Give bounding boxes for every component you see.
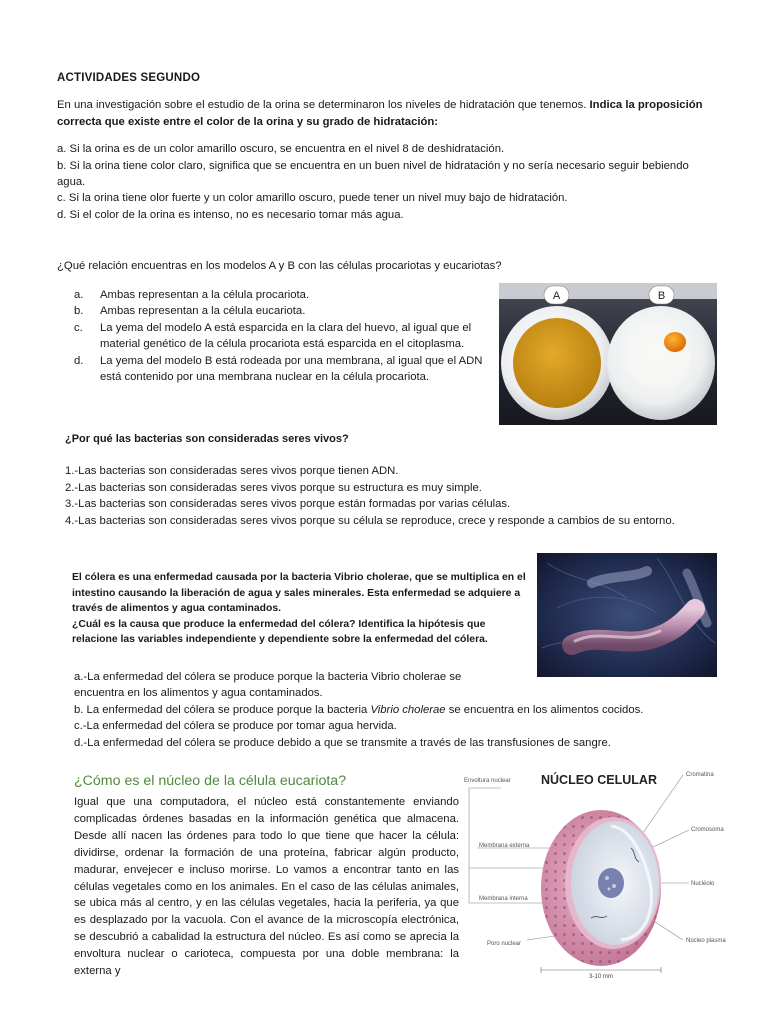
question-1-option-a: a. Si la orina es de un color amarillo oscuro, se encuentra en el nivel 8 de deshidratación. (57, 143, 505, 156)
bacteria-image (537, 553, 717, 677)
question-1-option-d: d. Si el color de la orina es intenso, no es necesario tomar más agua. (57, 208, 404, 221)
question-1-instruction: Indica la proposición correcta que existe entre el color de la orina y su grado de hidratación: (57, 99, 703, 128)
question-4-option-c: c.-La enfermedad del cólera se produce por tomar agua hervida. (74, 720, 397, 733)
label-a: A (552, 290, 561, 302)
question-4-option-d: d.-La enfermedad del cólera se produce debido a que se transmite a través de las transfusiones de sangre. (74, 736, 611, 749)
question-4-option-a: a.-La enfermedad del cólera se produce porque la bacteria Vibrio cholerae se encuentra en los alimentos y agua contaminados. (74, 671, 462, 700)
scale-label: 3-10 mm (589, 974, 613, 978)
question-2-options (74, 287, 489, 385)
label-cromosoma: Cromosoma (691, 827, 724, 833)
question-3-option-3: 3.-Las bacterias son consideradas seres vivos porque están formadas por varias células. (65, 498, 511, 511)
question-1-option-c: c. Si la orina tiene olor fuerte y un color amarillo oscuro, puede tener un nivel muy bajo de hidratación. (57, 192, 568, 205)
egg-models-image (499, 283, 717, 425)
yolk-a (513, 318, 601, 408)
question-4-options (74, 669, 724, 751)
question-4-text: ¿Cuál es la causa que produce la enfermedad del cólera? Identifica la hipótesis que relacione las variables independiente y dependiente sobre la enfermedad del cólera. (72, 618, 488, 646)
label-nucleoplasma: Núcleo plasma (686, 938, 726, 944)
question-1-intro-text: En una investigación sobre el estudio de la orina se determinaron los niveles de hidratación que tenemos. (57, 99, 587, 112)
question-2-option-c: c. La yema del modelo A está esparcida en la clara del huevo, al igual que el material genético de la célula procariota está esparcida en el citoplasma. (74, 321, 472, 351)
question-3-option-4: 4.-Las bacterias son consideradas seres vivos porque su célula se reproduce, crece y responde a cambios de su entorno. (65, 514, 675, 527)
label-b: B (657, 290, 666, 302)
label-cromatina: Cromatina (686, 772, 714, 778)
question-4-context (72, 570, 527, 648)
question-1-intro (57, 97, 717, 130)
question-2-option-d: d. La yema del modelo B está rodeada por una membrana, al igual que el ADN está contenido por una membrana nuclear en la célula procariota. (74, 354, 483, 384)
nucleus-diagram (461, 768, 726, 978)
cholera-context: El cólera es una enfermedad causada por la bacteria Vibrio cholerae, que se multiplica en el intestino causando la liberación de agua y sales minerales. Esta enfermedad se adquiere a través de alimentos y agua contaminados. (72, 572, 526, 615)
question-1-option-b: b. Si la orina tiene color claro, significa que se encuentra en un buen nivel de hidratación y no sería necesario seguir bebiendo agua. (57, 159, 689, 189)
question-3 (65, 431, 695, 529)
label-membrana-interna: Membrana interna (479, 896, 528, 902)
nucleolus (598, 868, 624, 898)
label-poro: Poro nuclear (487, 941, 522, 947)
label-envoltura: Envoltura nuclear (464, 778, 511, 784)
nucleus-section (74, 772, 459, 980)
yolk-b (664, 332, 686, 352)
question-4-option-b: b. La enfermedad del cólera se produce porque la bacteria Vibrio cholerae se encuentra en los alimentos cocidos. (74, 703, 644, 716)
question-2-option-a: a. Ambas representan a la célula procariota. (74, 289, 310, 301)
label-nucleolo: Nucléolo (691, 881, 715, 887)
question-2-option-b: b. Ambas representan a la célula eucariota. (74, 305, 306, 318)
label-membrana-externa: Membrana externa (479, 843, 530, 849)
question-3-option-1: 1.-Las bacterias son consideradas seres vivos porque tienen ADN. (65, 465, 399, 478)
question-3-option-2: 2.-Las bacterias son consideradas seres vivos porque su estructura es muy simple. (65, 481, 482, 494)
page-title: ACTIVIDADES SEGUNDO (57, 72, 201, 84)
question-1 (57, 70, 717, 223)
section-body: Igual que una computadora, el núcleo está constantemente enviando complicadas órdenes basadas en la información genética que almacena. Desde allí nacen las órdenes para todo lo que tiene que hacer la célula: dividirse, ordenar la formación de una proteína, fabricar algún producto, madurar, envejecer e incluso morirse. Lo vamos a encontrar tanto en las células vegetales como en los animales. En el caso de las células animales, se ubica más al centro, y en las células vegetales, hacia la periferia, ya que es desplazado por la vacuola. Con el avance de la microscopía electrónica, se descubrió a cabalidad la estructura del núcleo. Es así como se aprecia la envoltura nuclear o carioteca, compuesta por una doble membrana: la externa y (74, 796, 459, 978)
question-3-text: ¿Por qué las bacterias son consideradas seres vivos? (65, 433, 349, 445)
section-heading: ¿Cómo es el núcleo de la célula eucariota? (74, 773, 347, 789)
diagram-title: NÚCLEO CELULAR (541, 773, 657, 787)
question-2-text: ¿Qué relación encuentras en los modelos A y B con las células procariotas y eucariotas? (57, 260, 502, 272)
